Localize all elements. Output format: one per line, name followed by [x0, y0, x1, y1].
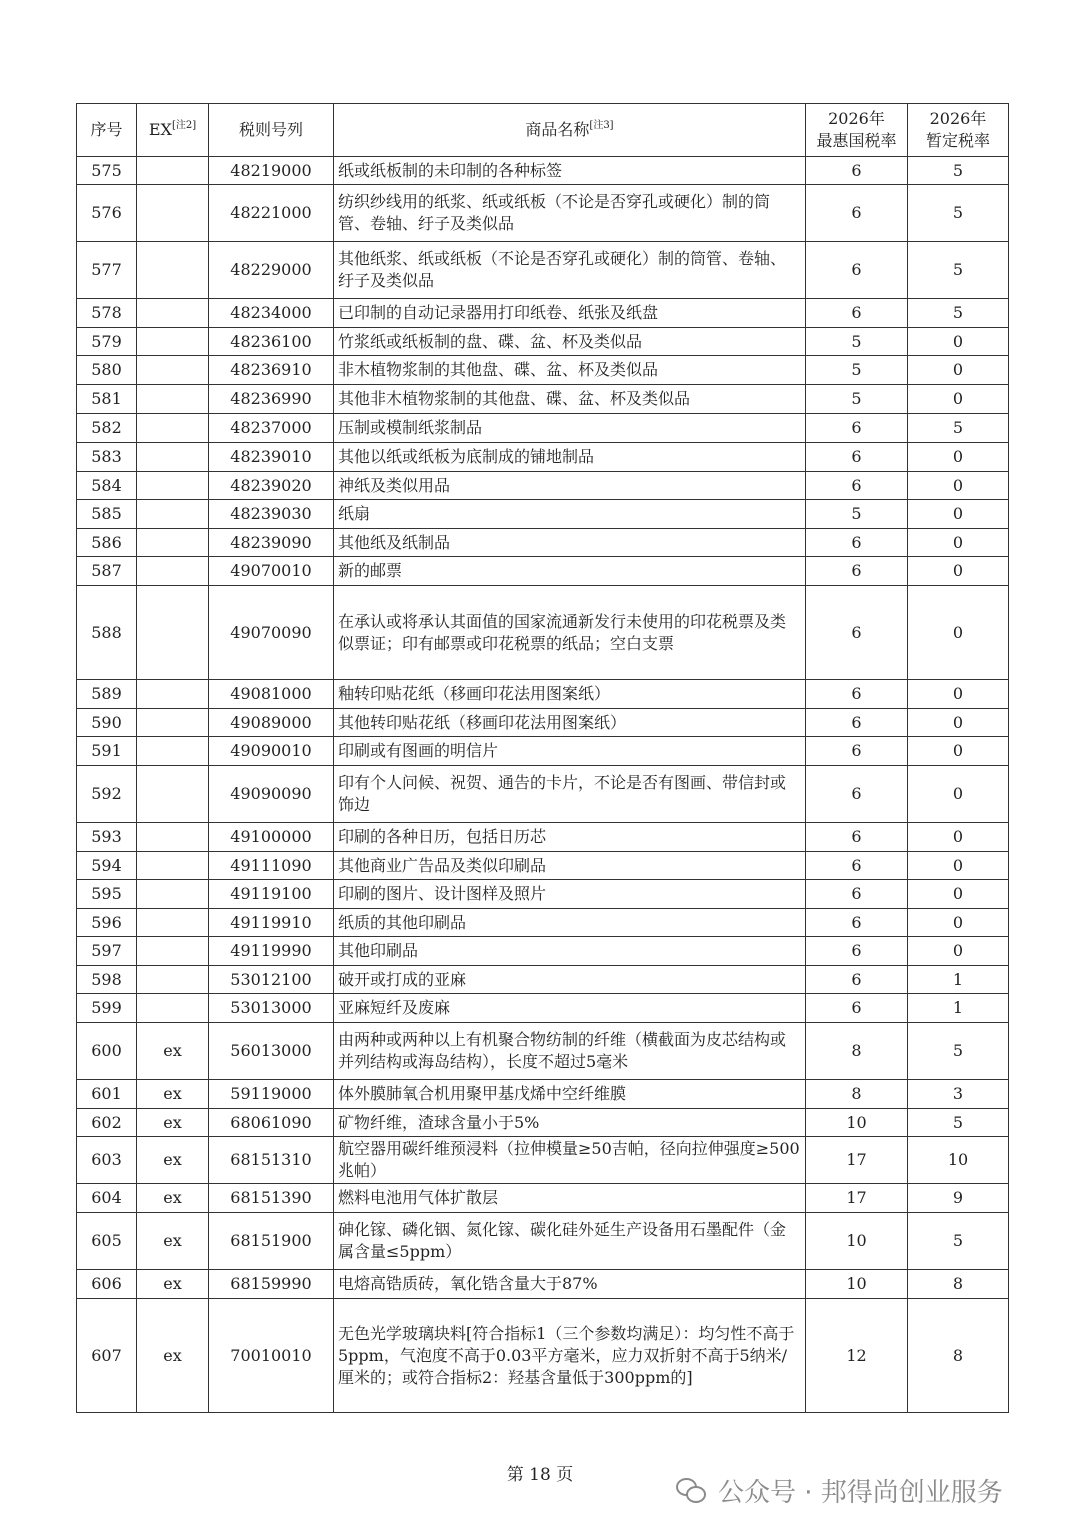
table-row — [77, 1184, 1009, 1213]
cell-mfn-rate: 6 — [806, 414, 908, 443]
cell-code: 49119990 — [209, 937, 334, 966]
cell-code: 48237000 — [209, 414, 334, 443]
cell-ex — [137, 586, 209, 680]
table-row — [77, 385, 1009, 414]
table-row — [77, 157, 1009, 185]
cell-name: 矿物纤维，渣球含量小于5% — [334, 1109, 806, 1137]
cell-seq: 599 — [77, 994, 137, 1023]
cell-ex: ex — [137, 1023, 209, 1080]
cell-code: 49090010 — [209, 737, 334, 766]
table-row — [77, 1023, 1009, 1080]
cell-code: 48236990 — [209, 385, 334, 414]
cell-ex — [137, 472, 209, 500]
cell-provisional-rate: 5 — [908, 1213, 1009, 1270]
table-row — [77, 443, 1009, 472]
cell-name: 其他非木植物浆制的其他盘、碟、盆、杯及类似品 — [334, 385, 806, 414]
cell-mfn-rate: 6 — [806, 529, 908, 557]
table-row — [77, 500, 1009, 529]
header-mfn-rate: 2026年 最惠国税率 — [806, 104, 908, 157]
cell-ex — [137, 680, 209, 709]
cell-code: 68151310 — [209, 1137, 334, 1184]
cell-name: 釉转印贴花纸（移画印花法用图案纸） — [334, 680, 806, 709]
table-row — [77, 557, 1009, 586]
cell-provisional-rate: 0 — [908, 443, 1009, 472]
table-row — [77, 414, 1009, 443]
cell-seq: 581 — [77, 385, 137, 414]
table-row — [77, 766, 1009, 823]
cell-seq: 598 — [77, 966, 137, 994]
cell-ex — [137, 529, 209, 557]
table-row — [77, 1080, 1009, 1109]
cell-ex — [137, 966, 209, 994]
cell-seq: 579 — [77, 328, 137, 356]
cell-seq: 600 — [77, 1023, 137, 1080]
cell-code: 48239030 — [209, 500, 334, 529]
cell-provisional-rate: 0 — [908, 557, 1009, 586]
cell-provisional-rate: 8 — [908, 1299, 1009, 1413]
cell-seq: 587 — [77, 557, 137, 586]
cell-mfn-rate: 10 — [806, 1213, 908, 1270]
cell-provisional-rate: 8 — [908, 1270, 1009, 1299]
table-row — [77, 242, 1009, 299]
table-row — [77, 1270, 1009, 1299]
cell-seq: 580 — [77, 356, 137, 385]
cell-provisional-rate: 0 — [908, 766, 1009, 823]
cell-seq: 593 — [77, 823, 137, 852]
cell-provisional-rate: 3 — [908, 1080, 1009, 1109]
cell-ex — [137, 994, 209, 1023]
cell-ex — [137, 414, 209, 443]
cell-name: 破开或打成的亚麻 — [334, 966, 806, 994]
cell-seq: 576 — [77, 185, 137, 242]
cell-ex — [137, 328, 209, 356]
cell-ex — [137, 185, 209, 242]
cell-provisional-rate: 0 — [908, 529, 1009, 557]
cell-ex: ex — [137, 1109, 209, 1137]
table-row — [77, 529, 1009, 557]
cell-name: 非木植物浆制的其他盘、碟、盆、杯及类似品 — [334, 356, 806, 385]
cell-mfn-rate: 6 — [806, 680, 908, 709]
cell-name: 其他商业广告品及类似印刷品 — [334, 852, 806, 880]
table-row — [77, 356, 1009, 385]
cell-seq: 601 — [77, 1080, 137, 1109]
cell-code: 48236100 — [209, 328, 334, 356]
cell-ex — [137, 880, 209, 909]
cell-code: 68151390 — [209, 1184, 334, 1213]
header-seq: 序号 — [77, 104, 137, 157]
cell-provisional-rate: 0 — [908, 909, 1009, 937]
table-row — [77, 880, 1009, 909]
cell-name: 已印制的自动记录器用打印纸卷、纸张及纸盘 — [334, 299, 806, 328]
cell-name: 其他转印贴花纸（移画印花法用图案纸） — [334, 709, 806, 737]
cell-ex — [137, 737, 209, 766]
cell-code: 49090090 — [209, 766, 334, 823]
header-name-note: [注3] — [589, 120, 614, 131]
cell-code: 49070090 — [209, 586, 334, 680]
cell-mfn-rate: 17 — [806, 1137, 908, 1184]
cell-mfn-rate: 6 — [806, 852, 908, 880]
cell-code: 68159990 — [209, 1270, 334, 1299]
cell-code: 48236910 — [209, 356, 334, 385]
cell-code: 49100000 — [209, 823, 334, 852]
cell-seq: 585 — [77, 500, 137, 529]
cell-name: 体外膜肺氧合机用聚甲基戊烯中空纤维膜 — [334, 1080, 806, 1109]
cell-ex — [137, 356, 209, 385]
watermark — [676, 1472, 1003, 1509]
table-row — [77, 299, 1009, 328]
cell-seq: 603 — [77, 1137, 137, 1184]
cell-name: 亚麻短纤及废麻 — [334, 994, 806, 1023]
cell-name: 纸扇 — [334, 500, 806, 529]
table-row — [77, 1109, 1009, 1137]
cell-seq: 595 — [77, 880, 137, 909]
cell-name: 电熔高锆质砖，氧化锆含量大于87% — [334, 1270, 806, 1299]
header-ex-note: [注2] — [171, 120, 197, 131]
cell-name: 无色光学玻璃块料[符合指标1（三个参数均满足）：均匀性不高于5ppm，气泡度不高于0.03平方毫米，应力双折射不高于5纳米/厘米的；或符合指标2：羟基含量低于300ppm的] — [334, 1299, 806, 1413]
cell-code: 48229000 — [209, 242, 334, 299]
cell-mfn-rate: 5 — [806, 500, 908, 529]
cell-seq: 592 — [77, 766, 137, 823]
cell-name: 燃料电池用气体扩散层 — [334, 1184, 806, 1213]
cell-provisional-rate: 0 — [908, 880, 1009, 909]
cell-provisional-rate: 5 — [908, 1023, 1009, 1080]
cell-mfn-rate: 6 — [806, 994, 908, 1023]
cell-name: 神纸及类似用品 — [334, 472, 806, 500]
cell-provisional-rate: 5 — [908, 185, 1009, 242]
cell-provisional-rate: 10 — [908, 1137, 1009, 1184]
cell-name: 纸或纸板制的未印制的各种标签 — [334, 157, 806, 185]
table-row — [77, 737, 1009, 766]
cell-mfn-rate: 6 — [806, 586, 908, 680]
cell-name: 其他纸及纸制品 — [334, 529, 806, 557]
table-row — [77, 994, 1009, 1023]
cell-provisional-rate: 5 — [908, 157, 1009, 185]
cell-seq: 575 — [77, 157, 137, 185]
cell-mfn-rate: 6 — [806, 299, 908, 328]
cell-seq: 605 — [77, 1213, 137, 1270]
cell-code: 53012100 — [209, 966, 334, 994]
cell-ex: ex — [137, 1299, 209, 1413]
cell-ex — [137, 709, 209, 737]
cell-provisional-rate: 0 — [908, 737, 1009, 766]
cell-provisional-rate: 0 — [908, 852, 1009, 880]
table-row — [77, 185, 1009, 242]
table-row — [77, 709, 1009, 737]
cell-code: 48221000 — [209, 185, 334, 242]
cell-seq: 584 — [77, 472, 137, 500]
cell-ex — [137, 823, 209, 852]
table-row — [77, 328, 1009, 356]
cell-seq: 604 — [77, 1184, 137, 1213]
cell-code: 59119000 — [209, 1080, 334, 1109]
cell-seq: 586 — [77, 529, 137, 557]
cell-code: 49070010 — [209, 557, 334, 586]
cell-seq: 597 — [77, 937, 137, 966]
cell-ex — [137, 500, 209, 529]
cell-name: 竹浆纸或纸板制的盘、碟、盆、杯及类似品 — [334, 328, 806, 356]
cell-code: 49081000 — [209, 680, 334, 709]
cell-seq: 591 — [77, 737, 137, 766]
cell-name: 纺织纱线用的纸浆、纸或纸板（不论是否穿孔或硬化）制的筒管、卷轴、纡子及类似品 — [334, 185, 806, 242]
cell-seq: 589 — [77, 680, 137, 709]
cell-mfn-rate: 5 — [806, 385, 908, 414]
cell-seq: 578 — [77, 299, 137, 328]
cell-ex — [137, 909, 209, 937]
cell-provisional-rate: 0 — [908, 937, 1009, 966]
cell-mfn-rate: 6 — [806, 766, 908, 823]
cell-ex — [137, 157, 209, 185]
cell-provisional-rate: 9 — [908, 1184, 1009, 1213]
cell-code: 48219000 — [209, 157, 334, 185]
cell-provisional-rate: 0 — [908, 680, 1009, 709]
cell-mfn-rate: 6 — [806, 909, 908, 937]
table-row — [77, 909, 1009, 937]
cell-code: 49111090 — [209, 852, 334, 880]
header-ex: EX[注2] — [137, 104, 209, 157]
cell-name: 其他印刷品 — [334, 937, 806, 966]
cell-code: 68151900 — [209, 1213, 334, 1270]
cell-mfn-rate: 6 — [806, 737, 908, 766]
cell-code: 48234000 — [209, 299, 334, 328]
cell-mfn-rate: 10 — [806, 1270, 908, 1299]
table-row — [77, 852, 1009, 880]
cell-provisional-rate: 0 — [908, 356, 1009, 385]
cell-ex — [137, 443, 209, 472]
cell-ex: ex — [137, 1270, 209, 1299]
cell-provisional-rate: 1 — [908, 966, 1009, 994]
table-row — [77, 823, 1009, 852]
cell-provisional-rate: 5 — [908, 242, 1009, 299]
cell-ex — [137, 937, 209, 966]
table-row — [77, 966, 1009, 994]
cell-mfn-rate: 12 — [806, 1299, 908, 1413]
cell-mfn-rate: 6 — [806, 557, 908, 586]
cell-mfn-rate: 6 — [806, 185, 908, 242]
cell-provisional-rate: 0 — [908, 823, 1009, 852]
cell-name: 印刷或有图画的明信片 — [334, 737, 806, 766]
cell-seq: 596 — [77, 909, 137, 937]
table-header-row — [77, 104, 1009, 157]
cell-mfn-rate: 8 — [806, 1023, 908, 1080]
cell-name: 新的邮票 — [334, 557, 806, 586]
cell-provisional-rate: 0 — [908, 709, 1009, 737]
cell-name: 印有个人问候、祝贺、通告的卡片，不论是否有图画、带信封或饰边 — [334, 766, 806, 823]
cell-provisional-rate: 1 — [908, 994, 1009, 1023]
cell-ex — [137, 557, 209, 586]
table-row — [77, 1137, 1009, 1184]
cell-provisional-rate: 0 — [908, 586, 1009, 680]
cell-ex — [137, 299, 209, 328]
cell-seq: 594 — [77, 852, 137, 880]
table-row — [77, 472, 1009, 500]
cell-name: 由两种或两种以上有机聚合物纺制的纤维（横截面为皮芯结构或并列结构或海岛结构），长度不超过5毫米 — [334, 1023, 806, 1080]
table-row — [77, 1299, 1009, 1413]
cell-code: 49119910 — [209, 909, 334, 937]
cell-code: 48239020 — [209, 472, 334, 500]
cell-provisional-rate: 0 — [908, 385, 1009, 414]
cell-ex — [137, 766, 209, 823]
cell-ex — [137, 242, 209, 299]
cell-mfn-rate: 6 — [806, 966, 908, 994]
cell-mfn-rate: 17 — [806, 1184, 908, 1213]
cell-name: 在承认或将承认其面值的国家流通新发行未使用的印花税票及类似票证；印有邮票或印花税票的纸品；空白支票 — [334, 586, 806, 680]
header-name: 商品名称[注3] — [334, 104, 806, 157]
cell-name: 其他纸浆、纸或纸板（不论是否穿孔或硬化）制的筒管、卷轴、纡子及类似品 — [334, 242, 806, 299]
table-row — [77, 586, 1009, 680]
cell-code: 49119100 — [209, 880, 334, 909]
cell-mfn-rate: 6 — [806, 880, 908, 909]
cell-name: 印刷的图片、设计图样及照片 — [334, 880, 806, 909]
cell-code: 68061090 — [209, 1109, 334, 1137]
header-code: 税则号列 — [209, 104, 334, 157]
cell-ex: ex — [137, 1080, 209, 1109]
cell-provisional-rate: 0 — [908, 472, 1009, 500]
cell-mfn-rate: 6 — [806, 937, 908, 966]
cell-provisional-rate: 5 — [908, 299, 1009, 328]
watermark-text: 公众号 · 邦得尚创业服务 — [718, 1478, 1003, 1508]
cell-provisional-rate: 0 — [908, 328, 1009, 356]
cell-mfn-rate: 6 — [806, 242, 908, 299]
cell-ex: ex — [137, 1137, 209, 1184]
cell-seq: 606 — [77, 1270, 137, 1299]
page-number: 第 18 页 — [506, 1465, 574, 1485]
cell-code: 48239010 — [209, 443, 334, 472]
table-row — [77, 680, 1009, 709]
cell-mfn-rate: 6 — [806, 472, 908, 500]
table-row — [77, 937, 1009, 966]
cell-provisional-rate: 5 — [908, 1109, 1009, 1137]
cell-mfn-rate: 5 — [806, 356, 908, 385]
cell-ex: ex — [137, 1184, 209, 1213]
cell-name: 纸质的其他印刷品 — [334, 909, 806, 937]
cell-mfn-rate: 10 — [806, 1109, 908, 1137]
cell-mfn-rate: 8 — [806, 1080, 908, 1109]
cell-seq: 602 — [77, 1109, 137, 1137]
cell-seq: 577 — [77, 242, 137, 299]
cell-name: 压制或模制纸浆制品 — [334, 414, 806, 443]
cell-code: 49089000 — [209, 709, 334, 737]
table-row — [77, 1213, 1009, 1270]
cell-mfn-rate: 5 — [806, 328, 908, 356]
cell-code: 53013000 — [209, 994, 334, 1023]
cell-provisional-rate: 5 — [908, 414, 1009, 443]
cell-seq: 607 — [77, 1299, 137, 1413]
cell-name: 其他以纸或纸板为底制成的铺地制品 — [334, 443, 806, 472]
cell-code: 48239090 — [209, 529, 334, 557]
cell-mfn-rate: 6 — [806, 157, 908, 185]
cell-code: 70010010 — [209, 1299, 334, 1413]
cell-seq: 583 — [77, 443, 137, 472]
cell-seq: 590 — [77, 709, 137, 737]
cell-seq: 582 — [77, 414, 137, 443]
cell-name: 印刷的各种日历，包括日历芯 — [334, 823, 806, 852]
cell-name: 砷化镓、磷化铟、氮化镓、碳化硅外延生产设备用石墨配件（金属含量≤5ppm） — [334, 1213, 806, 1270]
cell-provisional-rate: 0 — [908, 500, 1009, 529]
cell-ex — [137, 385, 209, 414]
cell-ex: ex — [137, 1213, 209, 1270]
wechat-icon — [676, 1478, 706, 1504]
cell-mfn-rate: 6 — [806, 823, 908, 852]
cell-mfn-rate: 6 — [806, 443, 908, 472]
cell-seq: 588 — [77, 586, 137, 680]
cell-code: 56013000 — [209, 1023, 334, 1080]
cell-mfn-rate: 6 — [806, 709, 908, 737]
header-provisional-rate: 2026年 暂定税率 — [908, 104, 1009, 157]
cell-ex — [137, 852, 209, 880]
tariff-table — [76, 103, 1009, 1413]
cell-name: 航空器用碳纤维预浸料（拉伸模量≥50吉帕，径向拉伸强度≥500兆帕） — [334, 1137, 806, 1184]
